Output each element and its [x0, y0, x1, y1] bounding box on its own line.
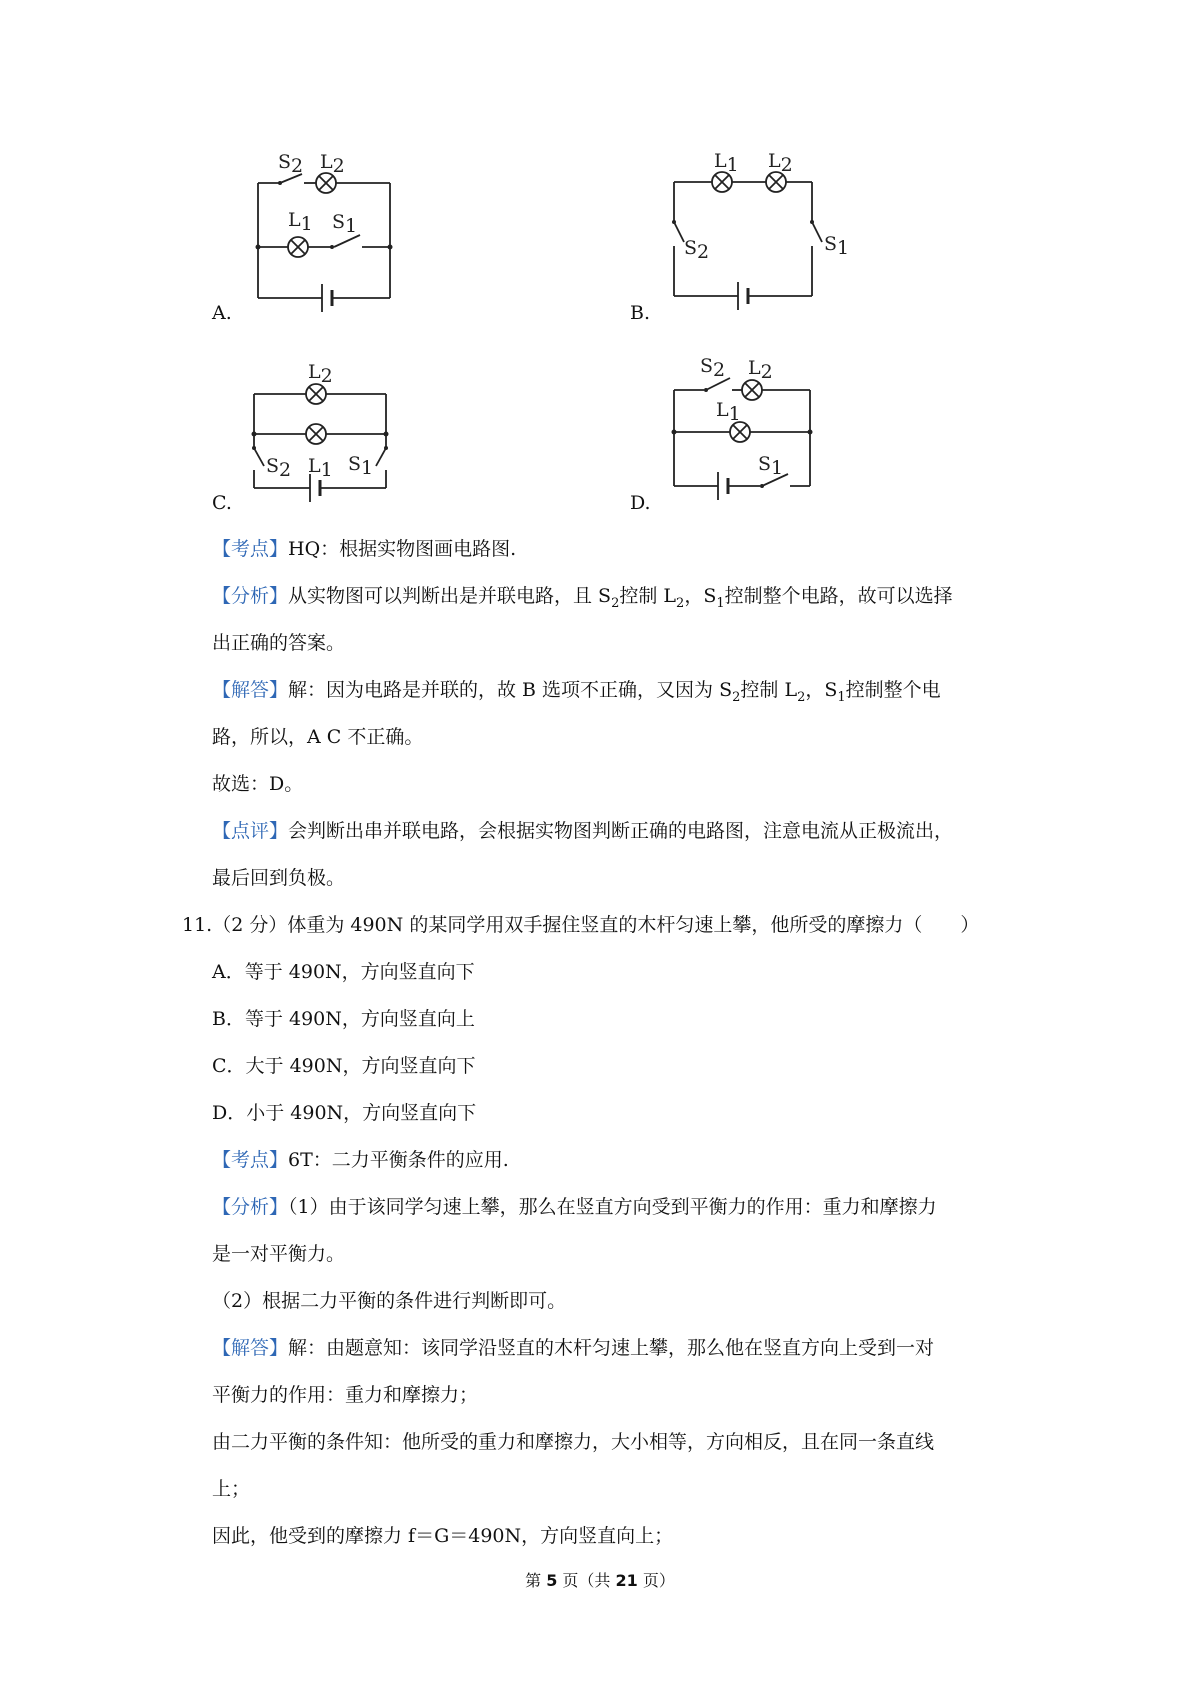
page-total: 21: [615, 1571, 638, 1590]
q11-option-a: A．等于 490N，方向竖直向下: [212, 961, 475, 983]
svg-text:S2: S2: [278, 151, 304, 177]
q11-jieda-line5: 因此，他受到的摩擦力 f＝G＝490N，方向竖直向上；: [212, 1525, 674, 1547]
q11-option-b: B．等于 490N，方向竖直向上: [212, 1008, 475, 1030]
svg-text:S1: S1: [332, 211, 358, 237]
page-number: 5: [546, 1571, 558, 1590]
page-footer: 第 5 页（共 21 页）: [525, 1571, 675, 1590]
circuit-diagram-d: [664, 344, 834, 514]
circuit-diagram-a: [240, 150, 410, 320]
svg-text:S2: S2: [266, 455, 292, 481]
q11-option-c: C．大于 490N，方向竖直向下: [212, 1055, 476, 1077]
svg-text:L1: L1: [308, 455, 333, 481]
q11-question: 11.（2 分）体重为 490N 的某同学用双手握住竖直的木杆匀速上攀，他所受的摩擦力（ ）: [182, 914, 980, 936]
label-s2: S: [278, 151, 292, 173]
svg-text:L1: L1: [714, 150, 739, 176]
circuit-diagram-b: [660, 150, 860, 320]
svg-text:S2: S2: [684, 237, 710, 263]
q11-fenxi-line1: 【分析】（1）由于该同学匀速上攀，那么在竖直方向受到平衡力的作用：重力和摩擦力: [212, 1196, 937, 1218]
svg-text:L2: L2: [748, 357, 773, 383]
svg-text:L1: L1: [288, 209, 313, 235]
q10-dianping-line2: 最后回到负极。: [212, 867, 346, 889]
q10-fenxi-line1: 【分析】从实物图可以判断出是并联电路，且 $S_2$控制 $L_2$，$S_1$控制整个电路，故可以选择: [212, 585, 953, 611]
q10-dianping-line1: 【点评】会判断出串并联电路，会根据实物图判断正确的电路图，注意电流从正极流出，: [212, 820, 954, 842]
q10-jieda-line1: 【解答】解：因为电路是并联的，故 B 选项不正确，又因为 $S_2$控制 $L_2$，$S_1$控制整个电: [212, 679, 941, 705]
circuit-diagram-c: [240, 348, 410, 518]
svg-text:L1: L1: [716, 399, 741, 425]
q11-jieda-line4: 上；: [212, 1478, 251, 1500]
option-b-label: B.: [630, 302, 651, 324]
q11-kaodian: 【考点】6T：二力平衡条件的应用.: [212, 1149, 509, 1171]
svg-text:S1: S1: [758, 453, 784, 479]
svg-text:S1: S1: [348, 453, 374, 479]
q11-fenxi-line3: （2）根据二力平衡的条件进行判断即可。: [212, 1290, 567, 1312]
q11-fenxi-line2: 是一对平衡力。: [212, 1243, 346, 1265]
svg-text:L2: L2: [768, 150, 793, 176]
q11-option-d: D．小于 490N，方向竖直向下: [212, 1102, 477, 1124]
q10-jieda-line2: 路，所以，A C 不正确。: [212, 726, 424, 748]
q11-jieda-line2: 平衡力的作用：重力和摩擦力；: [212, 1384, 479, 1406]
q10-kaodian: 【考点】HQ：根据实物图画电路图.: [212, 538, 517, 560]
svg-text:S2: S2: [700, 355, 726, 381]
q11-jieda-line1: 【解答】解：由题意知：该同学沿竖直的木杆匀速上攀，那么他在竖直方向上受到一对: [212, 1337, 935, 1359]
option-d-label: D.: [630, 492, 651, 514]
svg-text:S1: S1: [824, 233, 850, 259]
q10-fenxi-line2: 出正确的答案。: [212, 632, 346, 654]
svg-text:L2: L2: [320, 151, 345, 177]
q11-jieda-line3: 由二力平衡的条件知：他所受的重力和摩擦力，大小相等，方向相反，且在同一条直线: [212, 1431, 935, 1453]
option-c-label: C.: [212, 492, 232, 514]
q10-answer: 故选：D。: [212, 773, 304, 795]
option-a-label: A.: [212, 302, 232, 324]
svg-text:L2: L2: [308, 361, 333, 387]
